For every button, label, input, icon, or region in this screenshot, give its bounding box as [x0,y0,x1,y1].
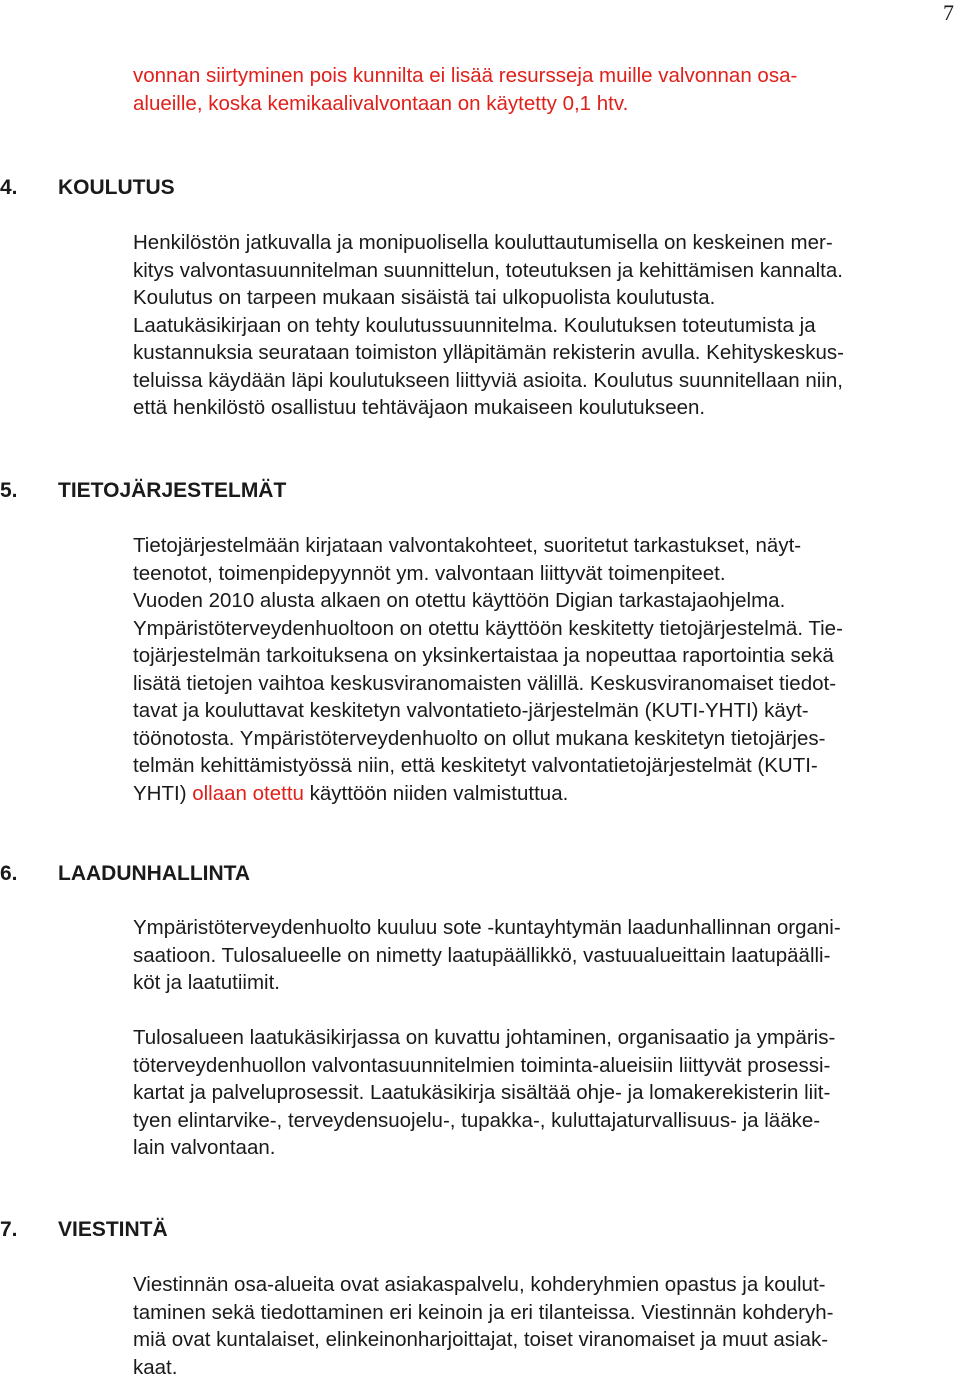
text-line: vonnan siirtyminen pois kunnilta ei lisää resursseja muille valvonnan osa- [133,62,933,90]
text-line: kaat. [133,1354,933,1381]
highlighted-text: ollaan otettu [192,782,304,805]
text-line: lain valvontaan. [133,1134,933,1162]
text-line: teenotot, toimenpidepyynnöt ym. valvontaan liittyvät toimenpiteet. [133,560,933,588]
text-line-with-highlight [133,780,933,808]
text-line: että henkilöstö osallistuu tehtäväjaon mukaiseen koulutukseen. [133,394,933,422]
text-line: taminen sekä tiedottaminen eri keinoin ja eri tilanteissa. Viestinnän kohderyh- [133,1299,933,1327]
text-line: Viestinnän osa-alueita ovat asiakaspalvelu, kohderyhmien opastus ja koulut- [133,1271,933,1299]
section-heading-tietojarjestelmat [0,478,286,504]
text-line: töterveydenhuollon valvontasuunnitelmien toiminta-alueisiin liittyvät prosessi- [133,1052,933,1080]
text-line: tavat ja kouluttavat keskitetyn valvontatieto-järjestelmän (KUTI-YHTI) käyt- [133,697,933,725]
text-line: Koulutus on tarpeen mukaan sisäistä tai ulkopuolista koulutusta. [133,284,933,312]
section-number: 5. [0,478,58,504]
section-title: TIETOJÄRJESTELMÄT [58,479,286,502]
text-line: Tulosalueen laatukäsikirjassa on kuvattu johtaminen, organisaatio ja ympäris- [133,1024,933,1052]
text-line: saatioon. Tulosalueelle on nimetty laatupäällikkö, vastuualueittain laatupäälli- [133,942,933,970]
text-line: kitys valvontasuunnitelman suunnittelun, toteutuksen ja kehittämisen kannalta. [133,257,933,285]
intro-paragraph [133,62,933,117]
text-line: Henkilöstön jatkuvalla ja monipuolisella kouluttautumisella on keskeinen mer- [133,229,933,257]
section-title: LAADUNHALLINTA [58,862,250,885]
text-line: Ympäristöterveydenhuoltoon on otettu käyttöön keskitetty tietojärjestelmä. Tie- [133,615,933,643]
section-title: KOULUTUS [58,176,175,199]
section-heading-koulutus [0,175,175,201]
viestinta-paragraph [133,1271,933,1381]
text-line: Laatukäsikirjaan on tehty koulutussuunnitelma. Koulutuksen toteutumista ja [133,312,933,340]
tietojarjestelmat-paragraph [133,532,933,807]
text-line: kustannuksia seurataan toimiston ylläpitämän rekisterin avulla. Kehityskeskus- [133,339,933,367]
section-number: 6. [0,861,58,887]
text-line: Vuoden 2010 alusta alkaen on otettu käyttöön Digian tarkastajaohjelma. [133,587,933,615]
text-line: alueille, koska kemikaalivalvontaan on käytetty 0,1 htv. [133,90,933,118]
page-number: 7 [943,0,954,26]
text-line: töönotosta. Ympäristöterveydenhuolto on ollut mukana keskitetyn tietojärjes- [133,725,933,753]
text-line: telmän kehittämistyössä niin, että keskitetyt valvontatietojärjestelmät (KUTI- [133,752,933,780]
text-fragment: käyttöön niiden valmistuttua. [304,782,568,805]
section-heading-laadunhallinta [0,861,250,887]
text-line: tojärjestelmän tarkoituksena on yksinkertaistaa ja nopeuttaa raportointia sekä [133,642,933,670]
text-line: Ympäristöterveydenhuolto kuuluu sote -kuntayhtymän laadunhallinnan organi- [133,914,933,942]
section-heading-viestinta [0,1217,168,1243]
text-line: köt ja laatutiimit. [133,969,933,997]
section-number: 4. [0,175,58,201]
text-fragment: YHTI) [133,782,192,805]
text-line: Tietojärjestelmään kirjataan valvontakohteet, suoritetut tarkastukset, näyt- [133,532,933,560]
text-line: tyen elintarvike-, terveydensuojelu-, tupakka-, kuluttajaturvallisuus- ja lääke- [133,1107,933,1135]
text-line: miä ovat kuntalaiset, elinkeinonharjoittajat, toiset viranomaiset ja muut asiak- [133,1326,933,1354]
laadunhallinta-paragraph-1 [133,914,933,997]
text-line: teluissa käydään läpi koulutukseen liittyviä asioita. Koulutus suunnitellaan niin, [133,367,933,395]
text-line: lisätä tietojen vaihtoa keskusviranomaisten välillä. Keskusviranomaiset tiedot- [133,670,933,698]
section-number: 7. [0,1217,58,1243]
laadunhallinta-paragraph-2 [133,1024,933,1162]
text-line: kartat ja palveluprosessit. Laatukäsikirja sisältää ohje- ja lomakerekisterin liit- [133,1079,933,1107]
section-title: VIESTINTÄ [58,1218,168,1241]
koulutus-paragraph [133,229,933,422]
